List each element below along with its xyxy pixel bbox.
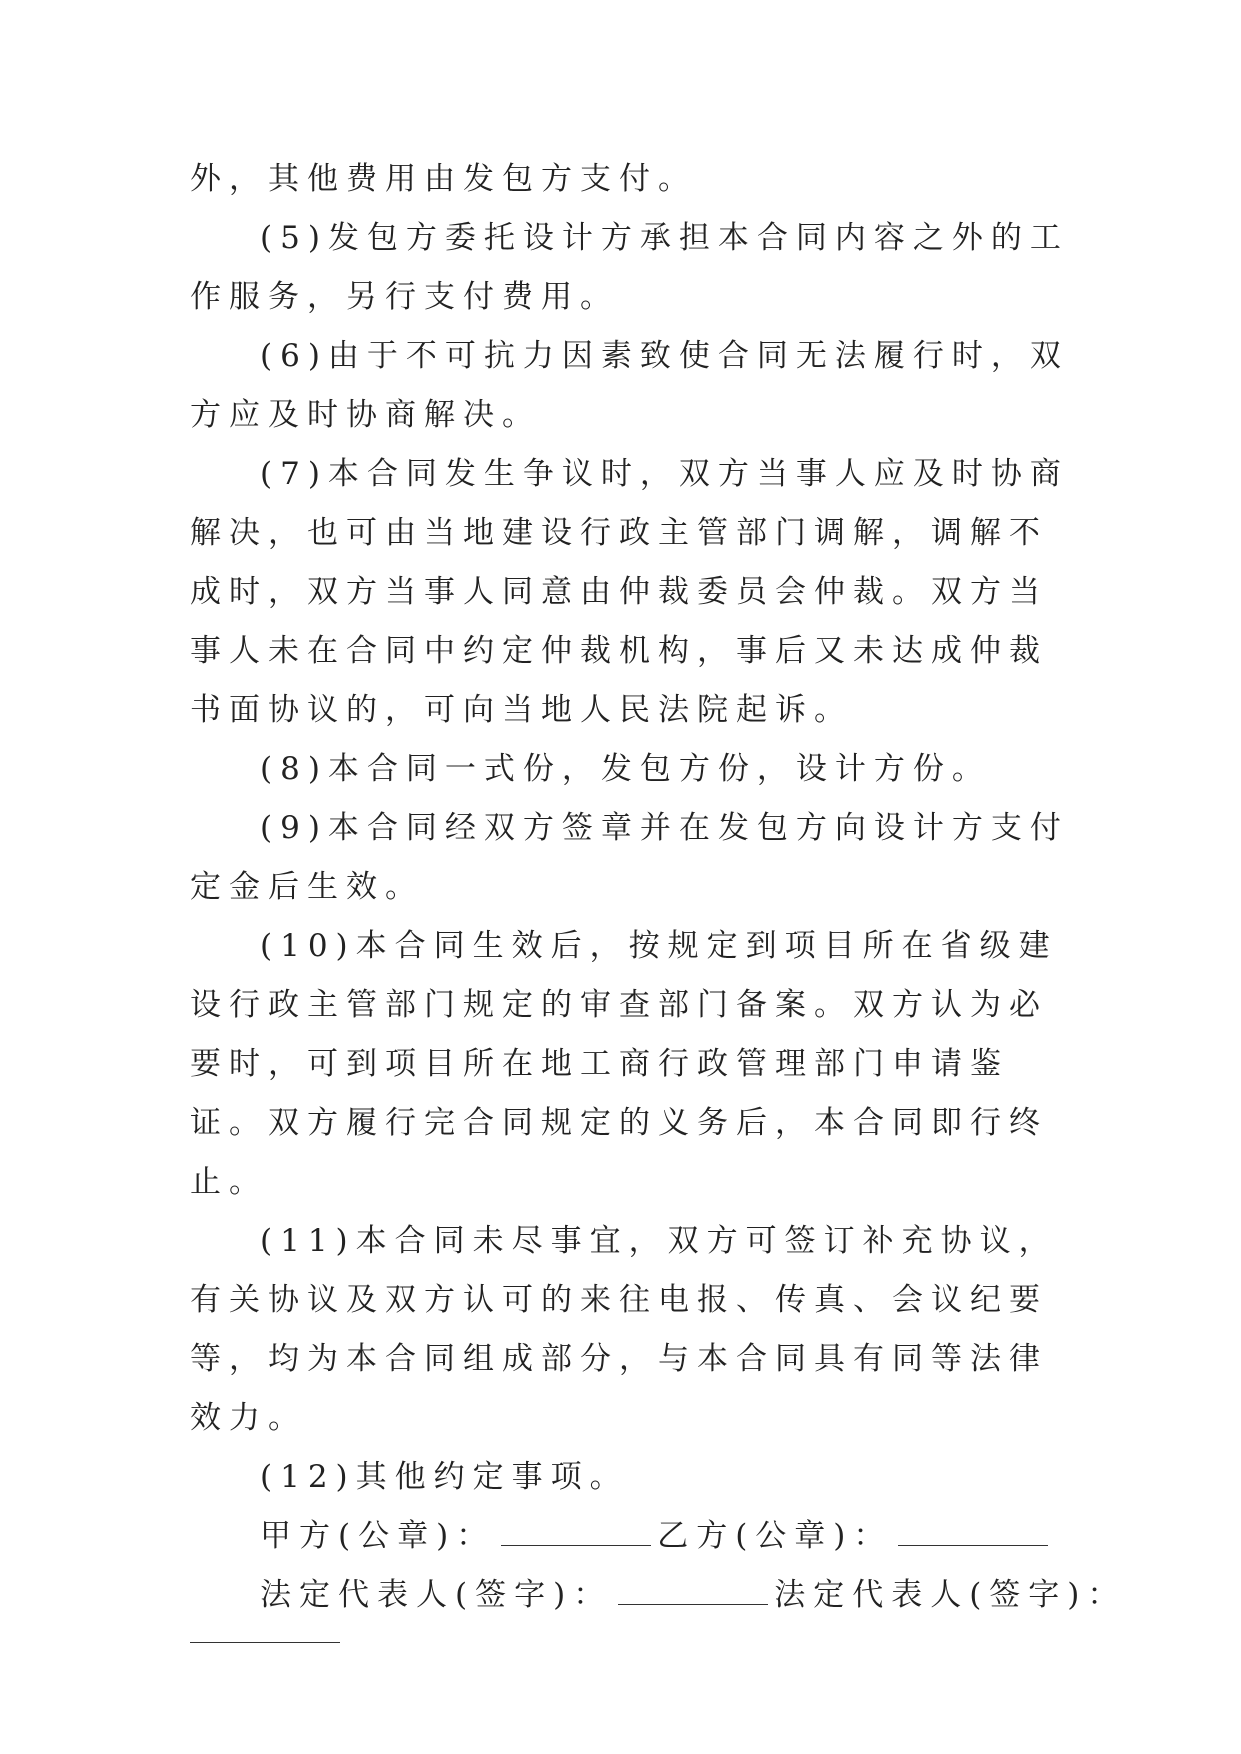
party-b-seal-blank bbox=[898, 1523, 1048, 1546]
contract-body bbox=[190, 150, 1127, 1643]
party-a-rep-label: 法定代表人(签字)： bbox=[260, 1577, 613, 1613]
clause-5: (5)发包方委托设计方承担本合同内容之外的工作服务，另行支付费用。 bbox=[190, 220, 1069, 315]
clause-6: (6)由于不可抗力因素致使合同无法履行时，双方应及时协商解决。 bbox=[190, 338, 1069, 433]
seal-line bbox=[190, 1507, 1070, 1566]
clause-10: (10)本合同生效后，按规定到项目所在省级建设行政主管部门规定的审查部门备案。双方认为必要时，可到项目所在地工商行政管理部门申请鉴证。双方履行完合同规定的义务后，本合同即行终止。 bbox=[190, 928, 1058, 1200]
party-b-seal-label: 乙方(公章)： bbox=[657, 1518, 893, 1554]
clause-11: (11)本合同未尽事宜，双方可签订补充协议，有关协议及双方认可的来往电报、传真、会议纪要等，均为本合同组成部分，与本合同具有同等法律效力。 bbox=[190, 1223, 1058, 1436]
clause-9: (9)本合同经双方签章并在发包方向设计方支付定金后生效。 bbox=[190, 810, 1069, 905]
paragraph-continuation: 外，其他费用由发包方支付。 bbox=[190, 161, 697, 197]
representative-line bbox=[190, 1566, 1127, 1625]
clause-8: (8)本合同一式份，发包方份，设计方份。 bbox=[260, 751, 991, 787]
party-a-seal-label: 甲方(公章)： bbox=[260, 1518, 496, 1554]
clause-12: (12)其他约定事项。 bbox=[260, 1459, 629, 1495]
party-b-rep-blank bbox=[190, 1641, 340, 1643]
party-b-rep-label: 法定代表人(签字)： bbox=[774, 1577, 1127, 1613]
party-a-rep-blank bbox=[618, 1582, 768, 1605]
party-a-seal-blank bbox=[501, 1523, 651, 1546]
clause-7: (7)本合同发生争议时，双方当事人应及时协商解决，也可由当地建设行政主管部门调解，调解不成时，双方当事人同意由仲裁委员会仲裁。双方当事人未在合同中约定仲裁机构，事后又未达成仲裁书面协议的，可向当地人民法院起诉。 bbox=[190, 456, 1069, 728]
